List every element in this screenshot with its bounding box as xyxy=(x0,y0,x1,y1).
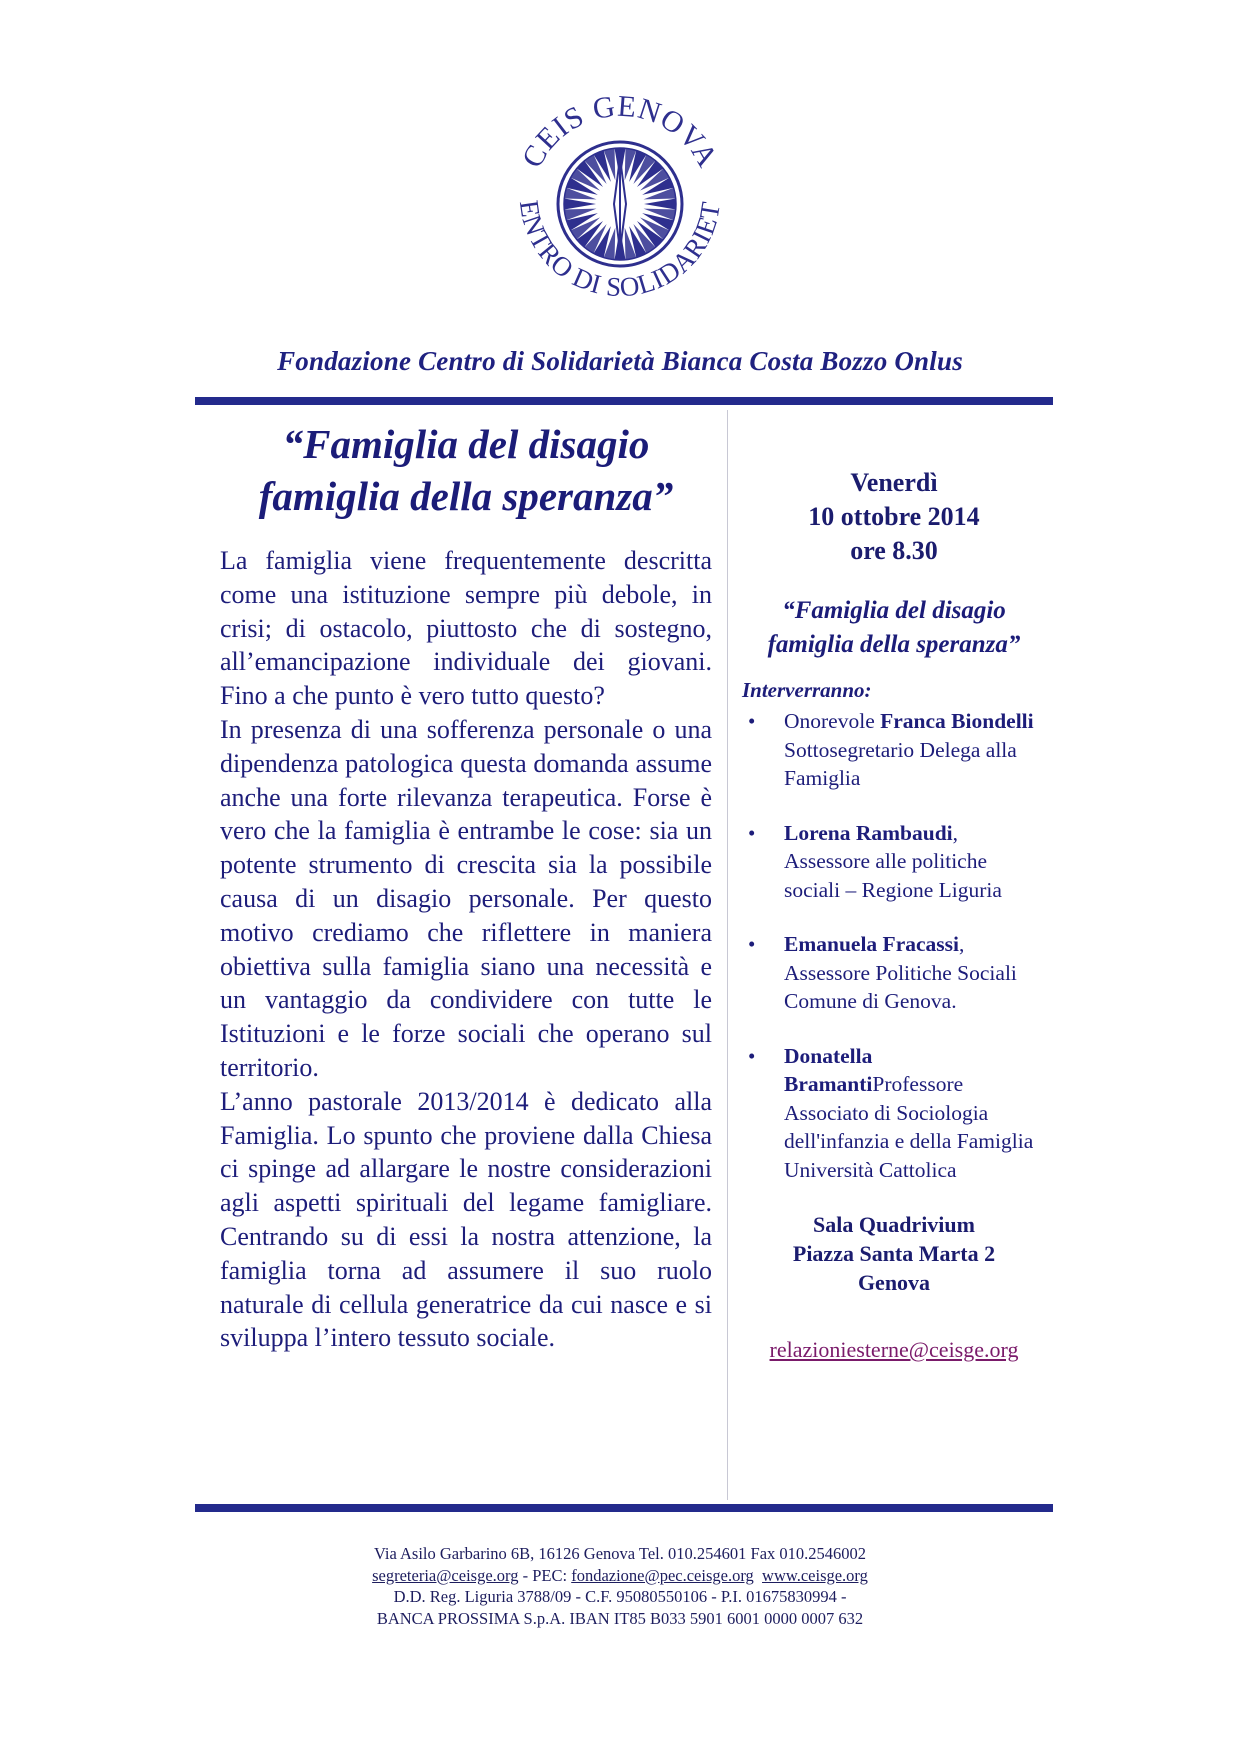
column-divider xyxy=(727,410,728,1500)
event-title xyxy=(220,418,712,522)
event-title-line1: “Famiglia del disagio xyxy=(282,421,650,467)
bottom-divider xyxy=(195,1504,1053,1512)
venue-city: Genova xyxy=(857,1270,931,1295)
venue-block xyxy=(742,1210,1046,1297)
footer-email-link[interactable]: segreteria@ceisge.org xyxy=(372,1565,519,1585)
intro-paragraph-2: In presenza di una sofferenza personale o una dipendenza patologica questa domanda assume anche una forte rilevanza terapeutica. Forse è vero che la famiglia è entrambe le cose: sia un potente strumento di crescita sia la possibile causa di un disagio personale. Per questo motivo crediamo che riflettere in maniera obiettiva sulla famiglia siano una necessità e un vantaggio da condividere con tutte le Istituzioni e le forze sociali che operano sul territorio. xyxy=(220,714,712,1082)
event-subtitle-line1: “Famiglia del disagio xyxy=(782,597,1006,624)
speaker-role: Professore Associato di Sociologia dell'infanzia e della Famiglia Università Cattolica xyxy=(784,1072,1034,1182)
speaker-role: , Assessore alle politiche sociali – Regione Liguria xyxy=(784,820,1002,902)
footer-address: Via Asilo Garbarino 6B, 16126 Genova Tel. 010.254601 Fax 010.2546002 xyxy=(373,1544,867,1563)
bullet-icon: • xyxy=(748,820,756,845)
event-subtitle xyxy=(742,594,1046,662)
speaker-item xyxy=(742,819,1046,905)
venue-address: Piazza Santa Marta 2 xyxy=(792,1241,996,1266)
main-column xyxy=(220,418,712,1355)
bullet-icon: • xyxy=(748,709,756,733)
logo-ray xyxy=(564,199,596,210)
venue-hall: Sala Quadrivium xyxy=(813,1212,975,1237)
event-time: ore 8.30 xyxy=(850,536,938,565)
footer-website-link[interactable]: www.ceisge.org xyxy=(762,1565,868,1585)
event-title-line2: famiglia della speranza” xyxy=(258,473,674,519)
logo-emblem xyxy=(496,80,744,328)
logo-ray xyxy=(644,199,676,210)
speaker-item xyxy=(742,930,1046,1016)
footer-pec-label: - PEC: xyxy=(518,1565,572,1585)
bullet-icon: • xyxy=(748,932,756,956)
speakers-list xyxy=(742,707,1046,1184)
bullet-icon: • xyxy=(748,1043,756,1068)
speakers-label: Interverranno: xyxy=(742,678,872,702)
top-divider xyxy=(195,397,1053,405)
contact-email-link[interactable]: relazioniesterne@ceisge.org xyxy=(769,1337,1019,1362)
event-details-column xyxy=(742,466,1046,1363)
footer xyxy=(0,1543,1240,1629)
ceis-genova-logo xyxy=(496,80,744,328)
logo-top-text: CEIS GENOVA xyxy=(515,89,725,174)
speaker-role: , Assessore Politiche Sociali Comune di Genova. xyxy=(784,932,1017,1013)
event-date: 10 ottobre 2014 xyxy=(808,502,980,531)
speaker-prefix: Onorevole xyxy=(784,709,881,733)
foundation-name: Fondazione Centro di Solidarietà Bianca Costa Bozzo Onlus xyxy=(277,346,963,376)
speaker-role: Sottosegretario Delega alla Famiglia xyxy=(784,737,1017,790)
event-subtitle-line2: famiglia della speranza” xyxy=(767,631,1021,658)
footer-registration: D.D. Reg. Liguria 3788/09 - C.F. 95080550106 - P.I. 01675830994 - xyxy=(393,1587,847,1606)
speaker-name: Emanuela Fracassi xyxy=(784,932,959,956)
speaker-item xyxy=(742,707,1046,793)
speaker-item xyxy=(742,1042,1046,1185)
footer-contacts xyxy=(0,1565,1240,1587)
intro-paragraph-1: La famiglia viene frequentemente descritta come una istituzione sempre più debole, in crisi; di ostacolo, piuttosto che di sostegno, all’emancipazione individuale dei giovani. Fino a che punto è vero tutto questo? xyxy=(220,546,712,711)
event-day: Venerdì xyxy=(850,468,938,497)
footer-pec-link[interactable]: fondazione@pec.ceisge.org xyxy=(571,1565,754,1585)
intro-paragraph-3: L’anno pastorale 2013/2014 è dedicato alla Famiglia. Lo spunto che proviene dalla Chiesa ci spinge ad allargare le nostre considerazioni agli aspetti spirituali del legame famigliare. Centrando su di essi la nostra attenzione, la famiglia torna ad assumere il suo ruolo naturale di cellula generatrice da cui nasce e si sviluppa l’intero tessuto sociale. xyxy=(220,1086,712,1353)
speaker-name: Lorena Rambaudi xyxy=(784,820,953,845)
event-date-block xyxy=(742,466,1046,568)
speaker-name: Donatella Bramanti xyxy=(784,1043,873,1096)
footer-bank: BANCA PROSSIMA S.p.A. IBAN IT85 B033 5901 6001 0000 0007 632 xyxy=(376,1608,864,1628)
speaker-name: Franca Biondelli xyxy=(880,709,1034,733)
logo-bottom-text: ENTRO DI SOLIDARIET xyxy=(513,198,727,303)
